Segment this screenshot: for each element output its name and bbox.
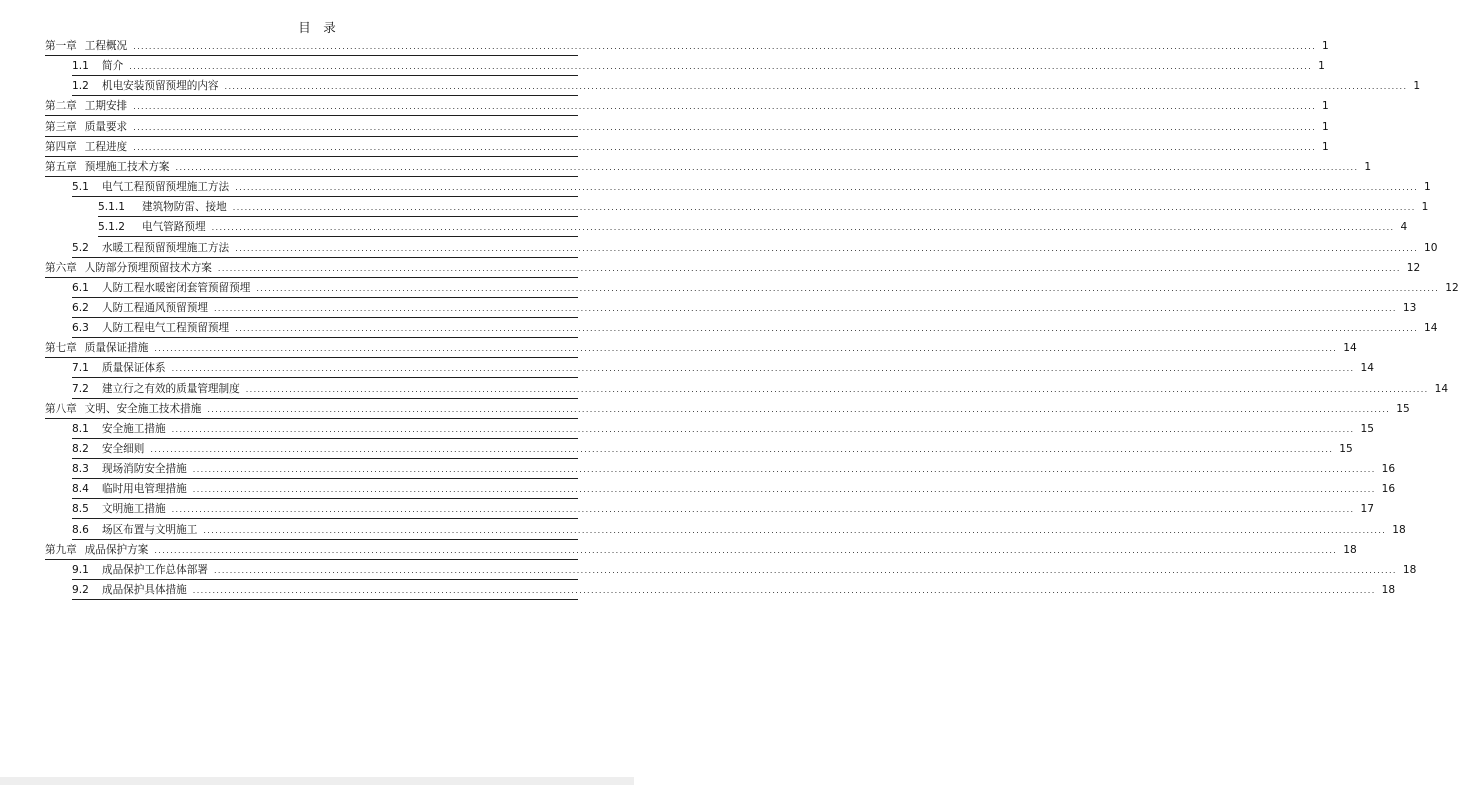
dot-leader: ............................................................................................................................................................................................................................................................................................................ <box>213 565 1397 575</box>
dot-leader: ............................................................................................................................................................................................................................................................................................................ <box>192 485 1376 495</box>
toc-entry-number: 7.1 <box>72 362 89 375</box>
toc-entry-page: 15 <box>1396 402 1410 415</box>
toc-entry-page: 18 <box>1381 584 1396 597</box>
toc-entry[interactable] <box>72 318 1438 338</box>
dot-leader: ............................................................................................................................................................................................................................................................................................................ <box>256 283 1440 293</box>
toc-entry-label: 简介 <box>102 60 124 73</box>
toc-entry[interactable] <box>72 76 1421 96</box>
toc-entry-number: 8.1 <box>72 422 89 435</box>
toc-entry-label: 电气管路预埋 <box>142 221 206 234</box>
toc-entry-number: 5.1 <box>72 181 89 194</box>
dot-leader: ............................................................................................................................................................................................................................................................................................................ <box>150 445 1334 454</box>
toc-entry-label: 机电安装预留预埋的内容 <box>102 80 219 93</box>
dot-leader: ............................................................................................................................................................................................................................................................................................................ <box>224 82 1408 92</box>
toc-entry[interactable] <box>72 499 1374 519</box>
dot-leader: ............................................................................................................................................................................................................................................................................................................ <box>232 203 1416 213</box>
toc-entry-page: 17 <box>1360 503 1374 516</box>
toc-entry-label: 人防工程水暖密闭套管预留预埋 <box>102 281 251 294</box>
toc-entry[interactable] <box>45 117 1329 137</box>
toc-entry[interactable] <box>98 217 1408 237</box>
toc-entry[interactable] <box>45 96 1329 116</box>
toc-entry-page: 14 <box>1434 382 1449 395</box>
toc-entry-label: 工期安排 <box>84 100 128 113</box>
toc-entry-label: 建筑物防雷、接地 <box>142 201 227 214</box>
toc-entry-number: 8.6 <box>72 523 89 536</box>
toc-entry-number: 5.2 <box>72 241 89 254</box>
toc-entry[interactable] <box>72 298 1417 318</box>
toc-entry-page: 18 <box>1402 563 1417 576</box>
toc-entry-page: 1 <box>1322 40 1329 52</box>
toc-entry[interactable] <box>45 137 1329 157</box>
toc-entry-page: 1 <box>1322 140 1329 153</box>
dot-leader: ............................................................................................................................................................................................................................................................................................................ <box>133 142 1317 152</box>
toc-entry[interactable] <box>72 459 1396 479</box>
dot-leader: ............................................................................................................................................................................................................................................................................................................ <box>129 62 1313 72</box>
toc-entry-number: 9.1 <box>72 563 89 576</box>
toc-entry-page: 12 <box>1445 281 1459 294</box>
page-bottom-edge <box>0 777 634 785</box>
toc-entry[interactable] <box>72 379 1449 399</box>
dot-leader: ............................................................................................................................................................................................................................................................................................................ <box>235 183 1419 193</box>
toc-entry-label: 工程概况 <box>84 40 128 52</box>
toc-entry[interactable] <box>72 419 1374 439</box>
toc-entry-page: 1 <box>1364 160 1372 173</box>
dot-leader: ............................................................................................................................................................................................................................................................................................................ <box>133 102 1317 112</box>
toc-entry[interactable] <box>72 439 1353 459</box>
dot-leader: ............................................................................................................................................................................................................................................................................................................ <box>211 223 1395 233</box>
toc-entry[interactable] <box>72 56 1325 76</box>
toc-entry-number: 第九章 <box>45 543 77 556</box>
toc-entry-number: 1.2 <box>72 80 89 93</box>
toc-entry-number: 8.5 <box>72 503 89 516</box>
toc-entry-label: 场区布置与文明施工 <box>102 523 198 536</box>
dot-leader: ............................................................................................................................................................................................................................................................................................................ <box>192 465 1376 475</box>
toc-entry-page: 1 <box>1322 120 1329 133</box>
toc-entry-label: 成品保护具体措施 <box>102 584 187 597</box>
toc-entry-number: 5.1.1 <box>98 201 125 214</box>
toc-entry-label: 安全施工措施 <box>102 422 166 435</box>
dot-leader: ............................................................................................................................................................................................................................................................................................................ <box>133 42 1317 51</box>
toc-entry-page: 15 <box>1339 443 1353 455</box>
toc-entry[interactable] <box>72 238 1438 258</box>
toc-entry-label: 文明、安全施工技术措施 <box>84 402 202 415</box>
dot-leader: ............................................................................................................................................................................................................................................................................................................ <box>154 545 1338 555</box>
toc-entry-label: 预埋施工技术方案 <box>84 160 170 173</box>
toc-entry-page: 16 <box>1381 483 1396 496</box>
toc-entry-page: 14 <box>1360 362 1374 375</box>
toc-entry-page: 14 <box>1424 322 1438 335</box>
toc-entry-number: 8.2 <box>72 443 89 455</box>
dot-leader: ............................................................................................................................................................................................................................................................................................................ <box>213 303 1397 313</box>
toc-entry-page: 13 <box>1402 301 1417 314</box>
toc-entry[interactable] <box>72 479 1396 499</box>
dot-leader: ............................................................................................................................................................................................................................................................................................................ <box>207 404 1391 414</box>
toc-entry-label: 人防部分预埋预留技术方案 <box>84 261 212 274</box>
dot-leader: ............................................................................................................................................................................................................................................................................................................ <box>217 263 1401 273</box>
toc-entry[interactable] <box>45 399 1410 419</box>
dot-leader: ............................................................................................................................................................................................................................................................................................................ <box>245 384 1429 394</box>
toc-entry-label: 人防工程通风预留预埋 <box>102 301 208 314</box>
toc-entry[interactable] <box>72 520 1406 540</box>
toc-entry[interactable] <box>45 36 1329 56</box>
toc-entry-number: 第八章 <box>45 402 77 415</box>
dot-leader: ............................................................................................................................................................................................................................................................................................................ <box>235 324 1419 334</box>
dot-leader: ............................................................................................................................................................................................................................................................................................................ <box>192 586 1376 596</box>
toc-entry-number: 第七章 <box>45 342 77 355</box>
toc-entry[interactable] <box>45 540 1357 560</box>
toc-entry[interactable] <box>72 580 1396 600</box>
toc-entry-label: 质量要求 <box>84 120 128 133</box>
toc-entry[interactable] <box>72 278 1459 298</box>
toc-entry-number: 第五章 <box>45 160 77 173</box>
toc-entry-page: 1 <box>1318 60 1325 73</box>
toc-entry-number: 第二章 <box>45 100 77 113</box>
toc-entry-number: 8.3 <box>72 463 89 476</box>
toc-entry-page: 4 <box>1400 221 1408 234</box>
toc-entry-number: 6.1 <box>72 281 89 294</box>
toc-entry-number: 8.4 <box>72 483 89 496</box>
toc-entry[interactable] <box>98 197 1429 217</box>
dot-leader: ............................................................................................................................................................................................................................................................................................................ <box>203 525 1387 535</box>
toc-entry-page: 18 <box>1392 523 1406 536</box>
toc-entry-page: 1 <box>1424 181 1431 194</box>
toc-entry-number: 1.1 <box>72 60 89 73</box>
toc-entry-page: 12 <box>1406 261 1421 274</box>
toc-entry[interactable] <box>45 157 1372 177</box>
toc-entry-number: 5.1.2 <box>98 221 125 234</box>
toc-entry-page: 15 <box>1360 422 1374 435</box>
toc-entry-page: 10 <box>1424 241 1438 254</box>
toc-entry-label: 质量保证措施 <box>84 342 149 355</box>
toc-entry-page: 18 <box>1343 543 1357 556</box>
toc-entry-label: 成品保护工作总体部署 <box>102 563 208 576</box>
toc-entry[interactable] <box>72 177 1431 197</box>
dot-leader: ............................................................................................................................................................................................................................................................................................................ <box>154 344 1338 354</box>
toc-entry-number: 第四章 <box>45 140 77 153</box>
toc-entry[interactable] <box>72 358 1374 378</box>
toc-entry-number: 6.3 <box>72 322 89 335</box>
dot-leader: ............................................................................................................................................................................................................................................................................................................ <box>175 162 1359 172</box>
toc-title: 目 录 <box>298 20 336 35</box>
toc-entry-number: 7.2 <box>72 382 89 395</box>
toc-entry-number: 第六章 <box>45 261 77 274</box>
dot-leader: ............................................................................................................................................................................................................................................................................................................ <box>133 122 1317 132</box>
toc-entry-page: 14 <box>1343 342 1357 355</box>
toc-entry-label: 电气工程预留预埋施工方法 <box>102 181 230 194</box>
toc-entry-label: 现场消防安全措施 <box>102 463 187 476</box>
dot-leader: ............................................................................................................................................................................................................................................................................................................ <box>235 243 1419 253</box>
toc-entry-number: 第一章 <box>45 40 77 52</box>
toc-entry-label: 临时用电管理措施 <box>102 483 187 496</box>
dot-leader: ............................................................................................................................................................................................................................................................................................................ <box>171 424 1355 434</box>
toc-entry-page: 1 <box>1322 100 1329 113</box>
toc-entry-label: 水暖工程预留预埋施工方法 <box>102 241 230 254</box>
toc-entry-number: 第三章 <box>45 120 77 133</box>
toc-entry[interactable] <box>72 560 1417 580</box>
toc-entry-number: 6.2 <box>72 301 89 314</box>
toc-entry-label: 安全细则 <box>102 443 145 455</box>
toc-entry-label: 质量保证体系 <box>102 362 166 375</box>
toc-entry-page: 1 <box>1413 80 1421 93</box>
toc-entry-page: 1 <box>1421 201 1429 214</box>
toc-entry-label: 工程进度 <box>84 140 128 153</box>
dot-leader: ............................................................................................................................................................................................................................................................................................................ <box>171 364 1355 374</box>
toc-entry-label: 建立行之有效的质量管理制度 <box>102 382 240 395</box>
toc-entry[interactable] <box>45 258 1421 278</box>
toc-entry-label: 文明施工措施 <box>102 503 166 516</box>
toc-entry-page: 16 <box>1381 463 1396 476</box>
toc-entry-label: 成品保护方案 <box>84 543 149 556</box>
toc-entry-label: 人防工程电气工程预留预埋 <box>102 322 230 335</box>
toc-entry[interactable] <box>45 338 1357 358</box>
dot-leader: ............................................................................................................................................................................................................................................................................................................ <box>171 505 1355 515</box>
toc-entry-number: 9.2 <box>72 584 89 597</box>
